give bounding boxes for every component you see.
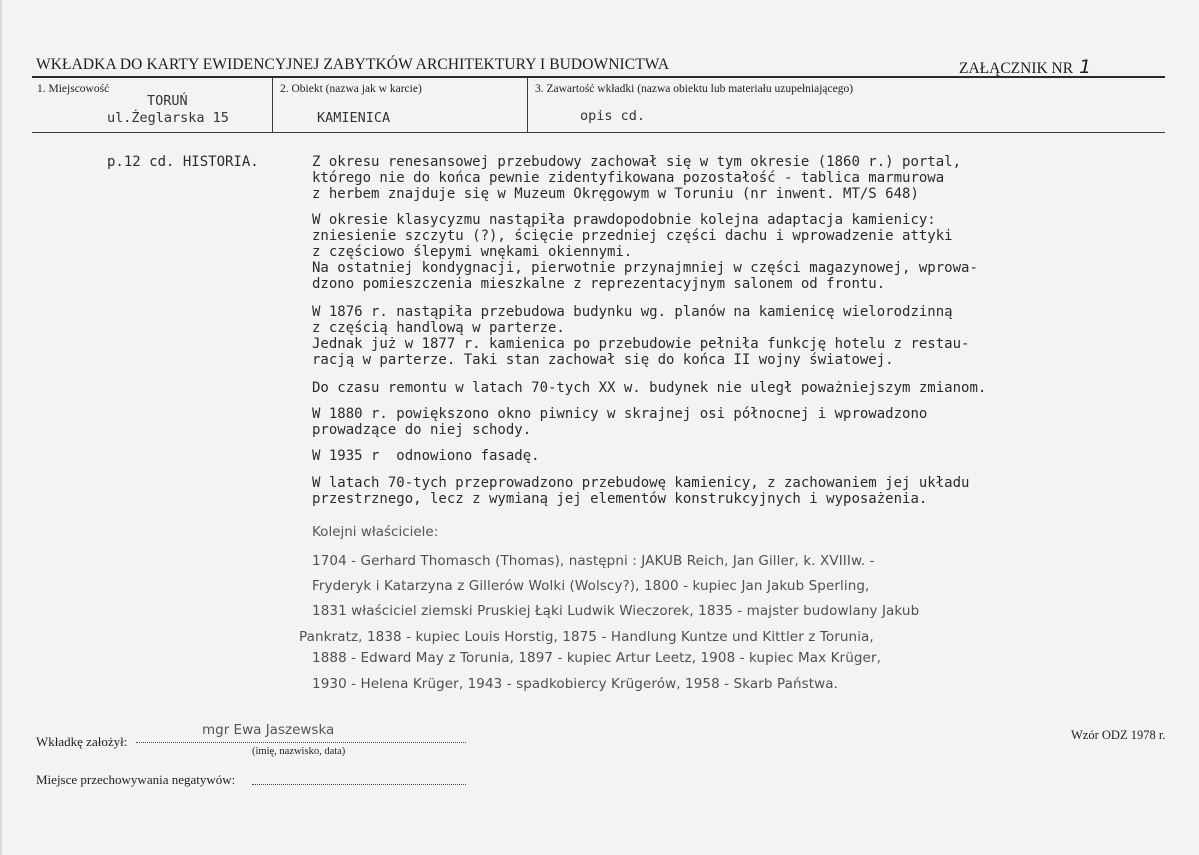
owners-heading: Kolejni właściciele: [312, 524, 439, 540]
history-paragraph-4: Do czasu remontu w latach 70-tych XX w. budynek nie uległ poważniejszym zmianom. [312, 380, 987, 396]
author-value: mgr Ewa Jaszewska [202, 722, 335, 738]
owners-line: 1831 właściciel ziemski Pruskiej Łąki Ludwik Wieczorek, 1835 - majster budowlany Jakub [312, 603, 920, 619]
author-line [136, 742, 466, 743]
negatives-line [252, 784, 466, 785]
history-paragraph-5: W 1880 r. powiększono okno piwnicy w skrajnej osi północnej i wprowadzono prowadzące do niej schody. [312, 406, 928, 438]
owners-line: Fryderyk i Katarzyna z Gillerów Wolki (Wolscy?), 1800 - kupiec Jan Jakub Sperling, [312, 578, 870, 594]
history-paragraph-7: W latach 70-tych przeprowadzono przebudowę kamienicy, z zachowaniem jej układu przestrznego, lecz z wymianą jej elementów konstrukcyjnych i wyposażenia. [312, 475, 970, 507]
history-paragraph-3: W 1876 r. nastąpiła przebudowa budynku wg. planów na kamienicę wielorodzinną z częścią handlową w parterze. Jednak już w 1877 r. kamienica po przebudowie pełniła funkcję hotelu z restau- racją w parterze. Taki stan zachował się do końca II wojny światowej. [312, 304, 970, 368]
author-label: Wkładkę założył: [36, 734, 128, 749]
annex-number: 1 [1079, 56, 1092, 78]
locality-label: 1. Miejscowość [37, 83, 110, 95]
form-model: Wzór ODZ 1978 r. [1071, 728, 1166, 742]
negatives-label: Miejsce przechowywania negatywów: [36, 772, 236, 787]
content-label: 3. Zawartość wkładki (nazwa obiektu lub materiału uzupełniającego) [535, 83, 854, 95]
locality-street: ul.Żeglarska 15 [107, 110, 229, 126]
history-paragraph-2: W okresie klasycyzmu nastąpiła prawdopodobnie kolejna adaptacja kamienicy: zniesienie szczytu (?), ścięcie przedniej części dachu i wprowadzenie attyki z częściowo ślepymi wnękami okiennymi. Na ostatniej kondygnacji, pierwotnie przynajmniej w części magazynowej, wprowa- dzono pomieszczenia mieszkalne z reprezentacyjnym salonem od frontu. [312, 212, 978, 292]
history-paragraph-6: W 1935 r odnowiono fasadę. [312, 448, 540, 464]
locality-city: TORUŃ [147, 93, 188, 109]
object-label: 2. Obiekt (nazwa jak w karcie) [280, 83, 422, 95]
header-rule [32, 76, 1165, 78]
section-label-history: p.12 cd. HISTORIA. [107, 154, 259, 170]
owners-line: Pankratz, 1838 - kupiec Louis Horstig, 1875 - Handlung Kuntze und Kittler z Torunia, [299, 629, 874, 645]
annex-label-text: ZAŁĄCZNIK NR [959, 60, 1074, 77]
author-caption: (imię, nazwisko, data) [252, 746, 346, 757]
column-divider-2 [527, 77, 528, 132]
history-paragraph-1: Z okresu renesansowej przebudowy zachował się w tym okresie (1860 r.) portal, którego nie do końca pewnie zidentyfikowana pozostałość - tablica marmurowa z herbem znajduje się w Muzeum Okręgowym w Toruniu (nr inwent. MT/S 648) [312, 154, 962, 202]
annex-label [959, 56, 1091, 78]
object-value: KAMIENICA [317, 110, 391, 126]
owners-line: 1888 - Edward May z Torunia, 1897 - kupiec Artur Leetz, 1908 - kupiec Max Krüger, [312, 650, 881, 666]
column-divider-1 [272, 77, 273, 132]
owners-line: 1930 - Helena Krüger, 1943 - spadkobiercy Krügerów, 1958 - Skarb Państwa. [312, 676, 839, 692]
form-title: WKŁADKA DO KARTY EWIDENCYJNEJ ZABYTKÓW ARCHITEKTURY I BUDOWNICTWA [36, 56, 670, 73]
content-value: opis cd. [580, 108, 646, 124]
fields-rule [32, 132, 1165, 133]
owners-line: 1704 - Gerhard Thomasch (Thomas), następni : JAKUB Reich, Jan Giller, k. XVIIIw. - [312, 553, 875, 569]
